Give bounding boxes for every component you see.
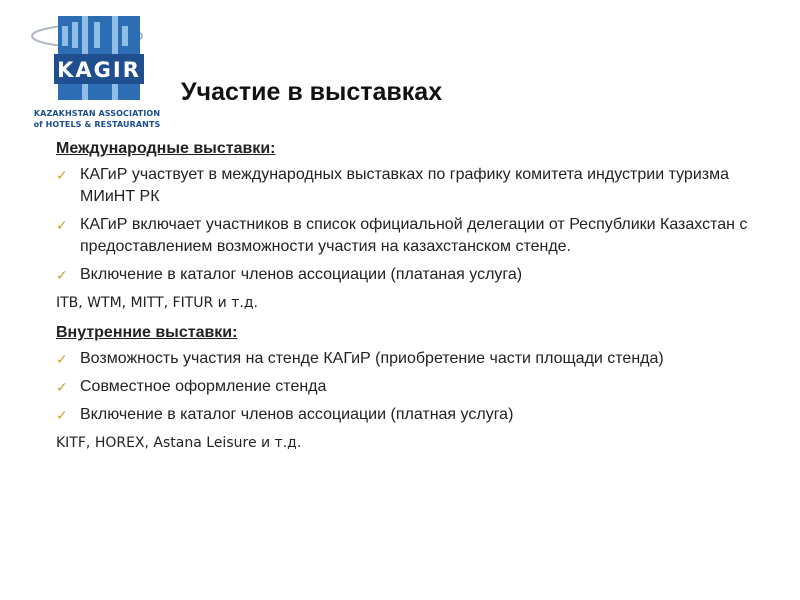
kagir-emblem-icon xyxy=(22,8,172,108)
section-heading-international: Международные выставки: xyxy=(56,140,276,157)
checkmark-icon: ✓ xyxy=(56,217,68,233)
logo-caption-line2: of HOTELS & RESTAURANTS xyxy=(33,120,161,129)
logo-caption-line1: KAZAKHSTAN ASSOCIATION xyxy=(33,109,161,118)
content-body xyxy=(56,138,756,462)
list-item xyxy=(56,404,756,426)
checkmark-icon: ✓ xyxy=(56,351,68,367)
list-item xyxy=(56,376,756,398)
logo-caption xyxy=(22,108,172,130)
section-heading-domestic: Внутренние выставки: xyxy=(56,324,238,341)
list-item-text: Совместное оформление стенда xyxy=(80,378,327,395)
list-item xyxy=(56,214,756,258)
list-item-text: КАГиР включает участников в список официальной делегации от Республики Казахстан с предоставлением возможности участия на казахстанском стенде. xyxy=(80,216,748,255)
checkmark-icon: ✓ xyxy=(56,267,68,283)
checkmark-icon: ✓ xyxy=(56,407,68,423)
list-item-text: КАГиР участвует в международных выставках по графику комитета индустрии туризма МИиНТ РК xyxy=(80,166,729,205)
list-item xyxy=(56,164,756,208)
logo-text: KAGIR xyxy=(57,58,141,82)
kagir-logo xyxy=(22,8,172,130)
exhibitions-note-domestic: KITF, HOREX, Astana Leisure и т.д. xyxy=(56,435,302,451)
exhibitions-note-international: ITB, WTM, MITT, FITUR и т.д. xyxy=(56,295,258,311)
checkmark-icon: ✓ xyxy=(56,167,68,183)
list-item-text: Включение в каталог членов ассоциации (платаная услуга) xyxy=(80,266,523,283)
list-item xyxy=(56,264,756,286)
list-item-text: Возможность участия на стенде КАГиР (приобретение части площади стенда) xyxy=(80,350,664,367)
list-item xyxy=(56,348,756,370)
checkmark-icon: ✓ xyxy=(56,379,68,395)
list-item-text: Включение в каталог членов ассоциации (платная услуга) xyxy=(80,406,514,423)
page-title: Участие в выставках xyxy=(181,78,443,106)
